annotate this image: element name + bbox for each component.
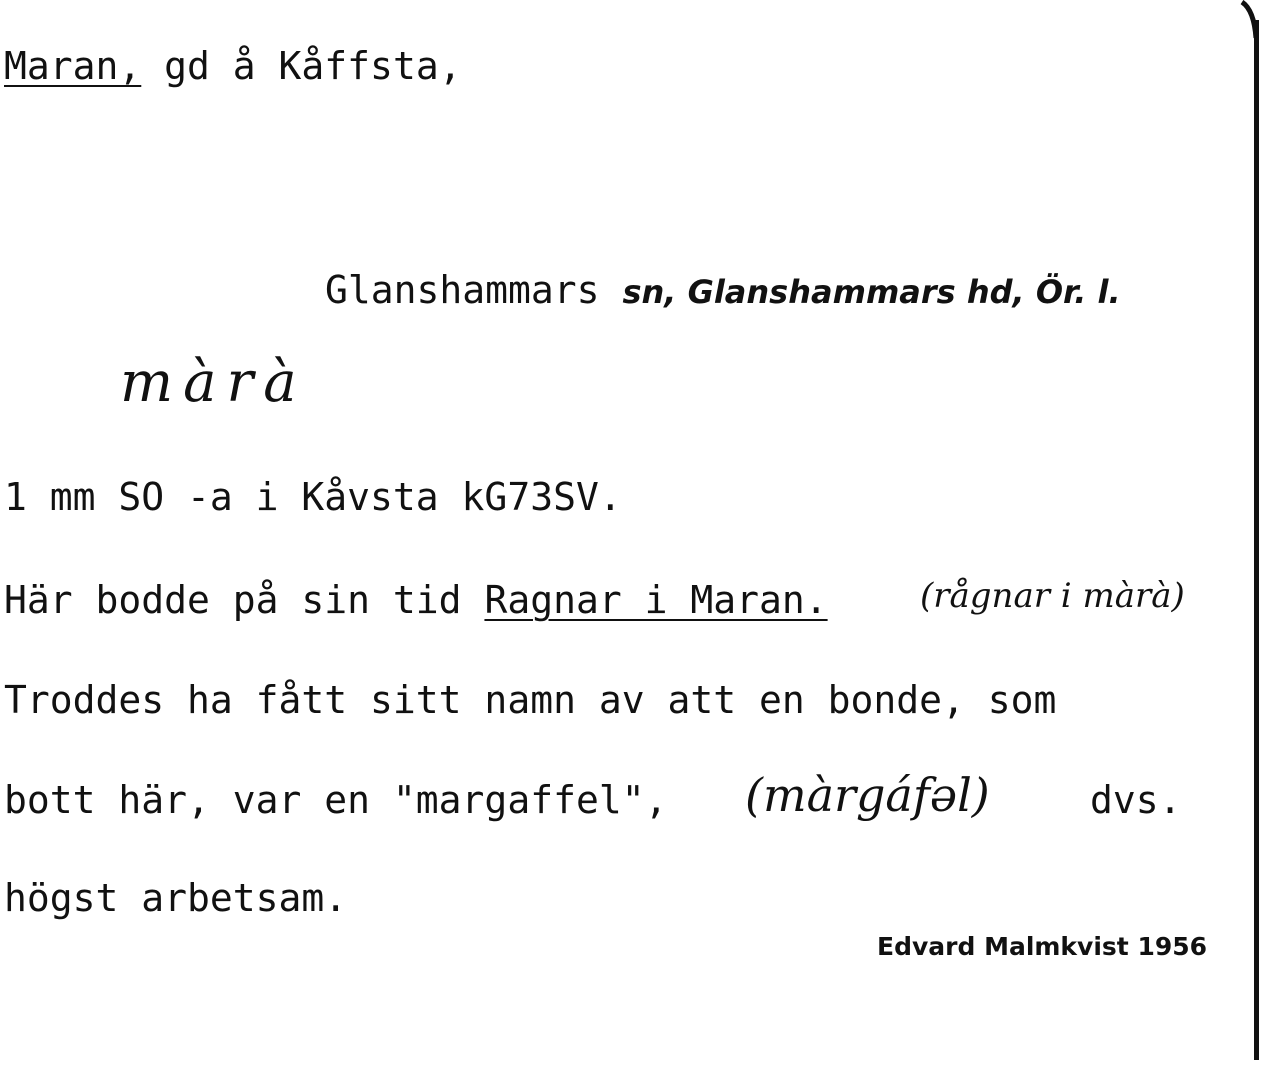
troddes-line: Troddes ha fått sitt namn av att en bonde, som xyxy=(4,678,1057,722)
margaffel-pronunciation: (màrgáfəl) xyxy=(745,768,990,822)
ragnar-line xyxy=(4,578,828,622)
headword-line xyxy=(4,44,462,88)
ragnar-pronunciation: (rågnar i màrà) xyxy=(920,576,1185,616)
bott-line-pre: bott här, var en "margaffel", xyxy=(4,778,668,822)
bott-line-post: dvs. xyxy=(1090,778,1182,822)
location-line: 1 mm SO -a i Kåvsta kG73SV. xyxy=(4,475,622,519)
ragnar-pre: Här bodde på sin tid xyxy=(4,578,485,622)
headword: Maran, xyxy=(4,44,142,88)
hogst-line: högst arbetsam. xyxy=(4,876,348,920)
headword-rest: gd å Kåffsta, xyxy=(141,44,462,88)
signature: Edvard Malmkvist 1956 xyxy=(877,932,1208,961)
ragnar-name: Ragnar i Maran. xyxy=(484,578,828,622)
card-edge-line xyxy=(1254,20,1259,1060)
parish-print: sn, Glanshammars hd, Ör. l. xyxy=(622,273,1121,311)
parish-line xyxy=(325,268,1121,312)
pronunciation-handwritten: màrà xyxy=(120,350,307,415)
parish-typed: Glanshammars xyxy=(325,268,600,312)
